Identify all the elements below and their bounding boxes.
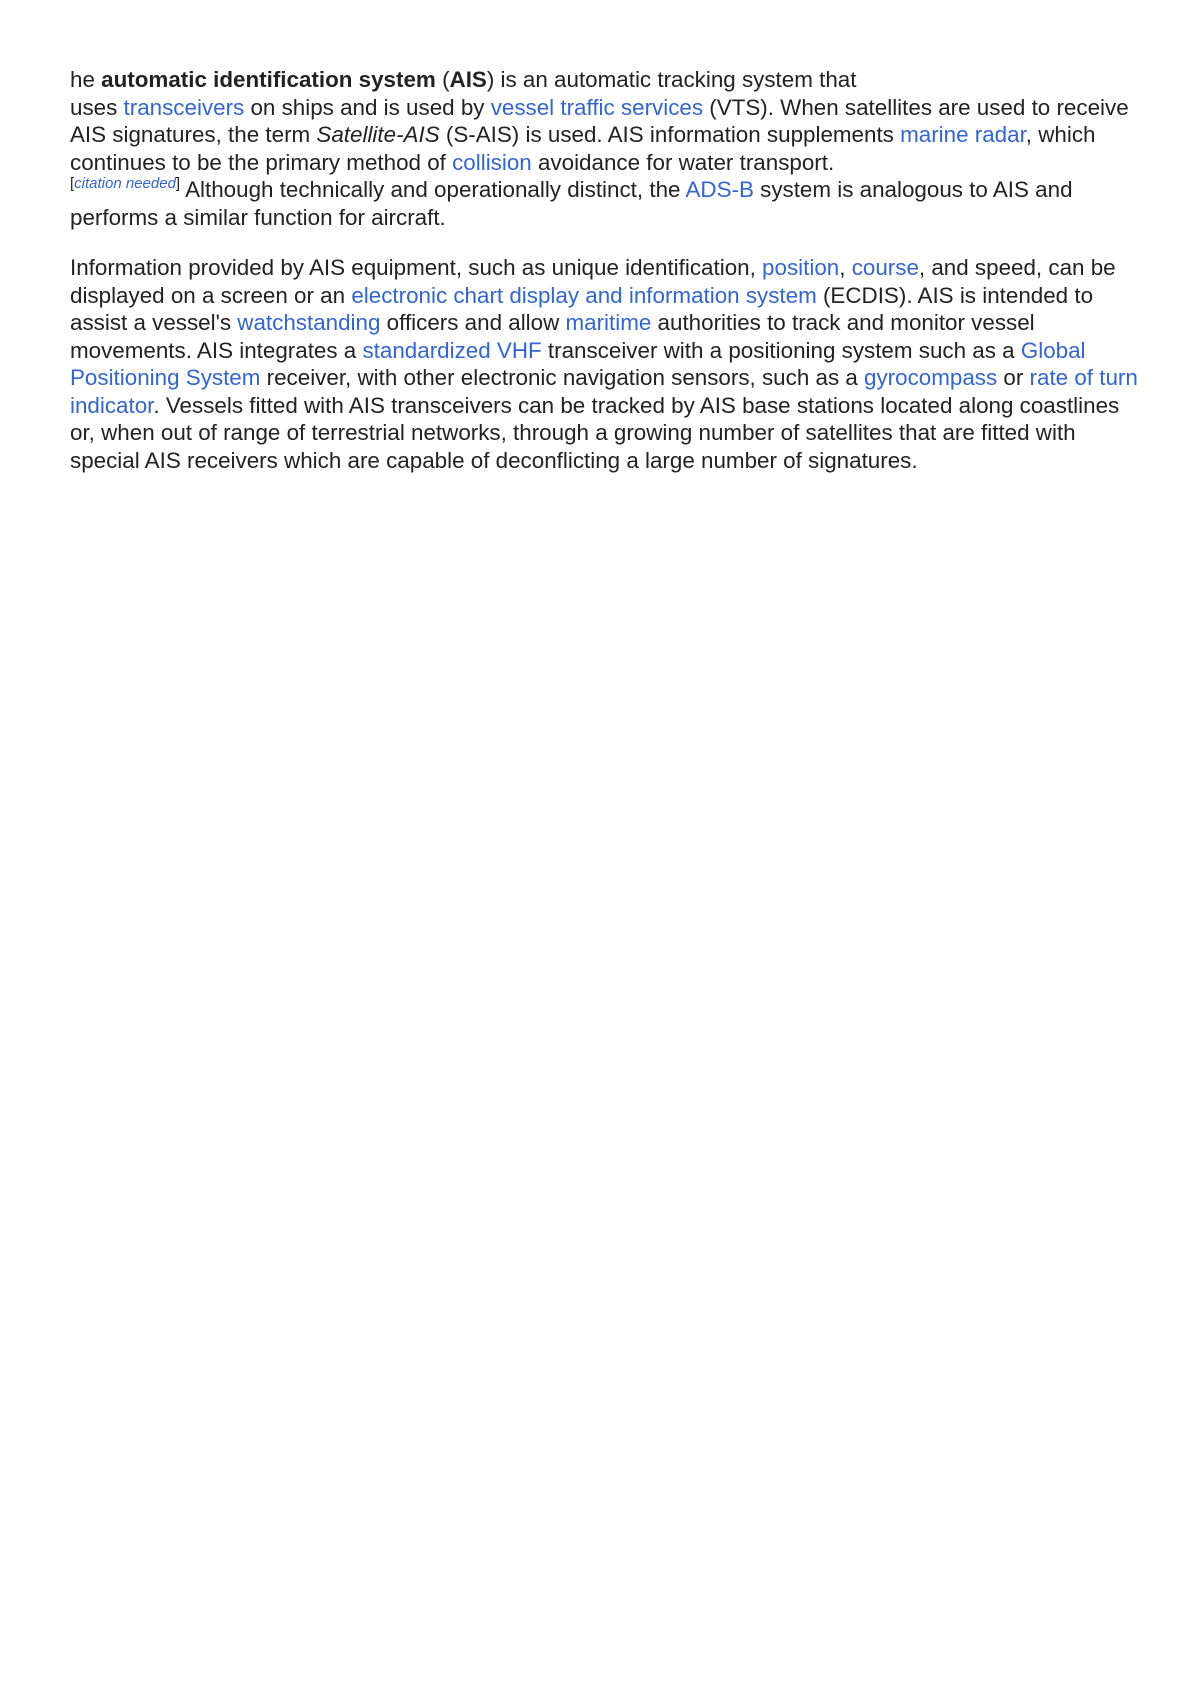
link-rate-of-turn-indicator[interactable]: rate of turn indicator: [70, 365, 1138, 418]
text-segment: . Vessels fitted with AIS transceivers can be tracked by AIS base stations located along coastlines or, when out of range of terrestrial networks, through a growing number of satellites that are fitted with special AIS receivers which are capable of deconflicting a large number of signatures.: [70, 392, 1120, 473]
text-segment: (: [435, 67, 450, 92]
text-segment: he: [70, 67, 102, 92]
text-segment: ,: [839, 255, 852, 280]
bold-term: automatic identification system: [101, 67, 436, 92]
link-ecdis[interactable]: electronic chart display and information system: [351, 282, 817, 308]
text-segment: on ships and is used by: [244, 94, 491, 120]
paragraph-intro: [70, 66, 1138, 231]
text-segment: transceiver with a positioning system such as a: [541, 337, 1021, 363]
text-segment: avoidance for water transport.: [531, 149, 835, 175]
text-segment: , and speed, can be displayed on a screen or an: [70, 255, 1116, 308]
link-gyrocompass[interactable]: gyrocompass: [864, 365, 998, 390]
paragraph-details: [70, 254, 1138, 474]
link-transceivers[interactable]: transceivers: [123, 94, 245, 120]
link-ads-b[interactable]: ADS-B: [685, 177, 754, 202]
link-maritime[interactable]: maritime: [565, 310, 652, 335]
italic-term: Satellite-AIS: [316, 122, 440, 147]
text-segment: authorities to track and monitor vessel movements. AIS integrates a: [70, 310, 1035, 363]
text-segment: Information provided by AIS equipment, such as unique identification,: [70, 255, 763, 280]
text-segment: (ECDIS). AIS is intended to assist a vessel's: [70, 282, 1094, 335]
text-segment: receiver, with other electronic navigation sensors, such as a: [260, 365, 865, 390]
link-standardized-vhf[interactable]: standardized VHF: [362, 337, 542, 363]
text-segment: or: [997, 365, 1030, 390]
link-citation-needed[interactable]: citation needed: [74, 175, 176, 192]
text-segment: Although technically and operationally distinct, the: [180, 177, 686, 202]
text-segment: (S-AIS) is used. AIS information supplements: [439, 122, 901, 147]
link-global-positioning-system[interactable]: Global Positioning System: [70, 337, 1086, 390]
link-marine-radar[interactable]: marine radar: [900, 122, 1026, 147]
text-segment: (VTS). When satellites are used to receive AIS signatures, the term: [70, 94, 1129, 147]
text-segment: ) is an automatic tracking system that: [486, 67, 857, 92]
article-body: [70, 66, 1138, 497]
text-segment: officers and allow: [380, 310, 566, 335]
text-segment: , which continues to be the primary method of: [70, 122, 1096, 175]
link-position[interactable]: position: [762, 255, 840, 280]
citation-needed-note: [70, 175, 180, 192]
link-vessel-traffic-services[interactable]: vessel traffic services: [490, 94, 704, 120]
bold-abbreviation: AIS: [449, 67, 487, 92]
link-course[interactable]: course: [851, 255, 919, 280]
citation-bracket-open: [: [70, 175, 75, 192]
citation-bracket-close: ]: [175, 175, 181, 192]
text-segment: uses: [70, 94, 124, 120]
link-watchstanding[interactable]: watchstanding: [237, 310, 381, 335]
text-segment: system is analogous to AIS and performs a similar function for aircraft.: [70, 177, 1073, 230]
link-collision[interactable]: collision: [452, 149, 532, 175]
